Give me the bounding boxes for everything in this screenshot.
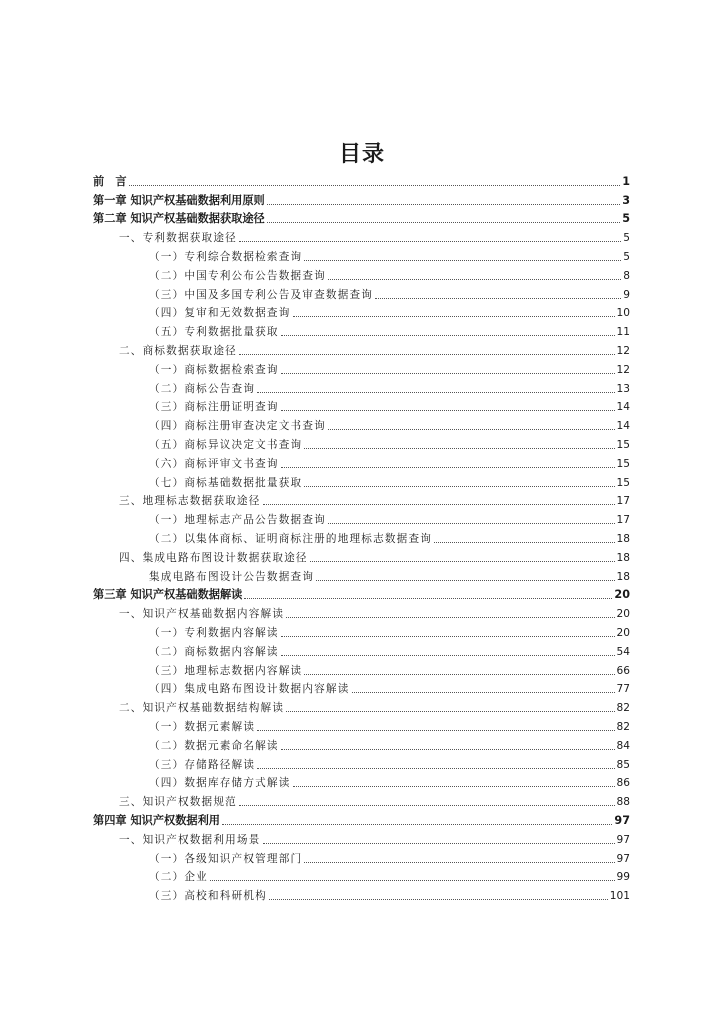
toc-page-number: 15 [616,438,630,451]
toc-page-number: 18 [616,532,630,545]
dot-leader [286,710,614,712]
toc-entry[interactable] [119,490,630,509]
toc-page-number: 97 [616,852,630,865]
dot-leader [286,616,614,618]
toc-entry[interactable] [149,358,630,377]
dot-leader [267,203,620,205]
toc-entry[interactable] [119,226,630,245]
toc-entry-title: （一）各级知识产权管理部门 [149,852,303,865]
toc-entry-title: （四）集成电路布图设计数据内容解读 [149,683,350,696]
dot-leader [304,259,621,261]
toc-entry[interactable] [93,584,630,603]
dot-leader [239,240,621,242]
toc-page-number: 8 [623,269,630,282]
toc-entry-title: （六）商标评审文书查询 [149,457,279,470]
toc-page-number: 20 [614,588,630,602]
toc-entry-title: （二）商标公告查询 [149,382,256,395]
toc-entry[interactable] [149,264,630,283]
toc-entry-title: （一）地理标志产品公告数据查询 [149,514,326,527]
dot-leader [281,654,615,656]
toc-page-number: 97 [616,833,630,846]
dot-leader [269,898,608,900]
dot-leader [310,560,615,562]
toc-entry[interactable] [149,866,630,885]
toc-page-number: 82 [616,702,630,715]
toc-page-number: 18 [616,551,630,564]
dot-leader [239,804,615,806]
dot-leader [129,184,621,186]
toc-entry-title: （三）高校和科研机构 [149,890,267,903]
dot-leader [222,823,612,825]
toc-entry-title: 二、知识产权基础数据结构解读 [119,702,285,715]
toc-page-number: 101 [609,890,630,903]
toc-entry-title: （五）专利数据批量获取 [149,326,279,339]
toc-page-number: 12 [616,344,630,357]
dot-leader [244,597,612,599]
dot-leader [304,447,614,449]
toc-page-number: 20 [616,608,630,621]
toc-page-number: 5 [623,250,630,263]
toc-entry[interactable] [149,715,630,734]
toc-entry[interactable] [149,640,630,659]
toc-entry-title: （三）地理标志数据内容解读 [149,664,303,677]
toc-entry-title: （二）商标数据内容解读 [149,645,279,658]
toc-page-number: 14 [616,401,630,414]
toc-entry[interactable] [149,734,630,753]
toc-entry-title: 一、专利数据获取途径 [119,232,237,245]
toc-entry-title: （一）数据元素解读 [149,720,256,733]
dot-leader [210,879,615,881]
toc-entry[interactable] [93,208,630,227]
toc-entry[interactable] [119,339,630,358]
toc-entry[interactable] [149,621,630,640]
toc-entry[interactable] [119,696,630,715]
toc-page-number: 12 [616,363,630,376]
toc-page-number: 10 [616,307,630,320]
toc-entry-title: 一、知识产权基础数据内容解读 [119,608,285,621]
dot-leader [257,391,614,393]
toc-page-number: 17 [616,495,630,508]
toc-entry-title: 三、知识产权数据规范 [119,796,237,809]
dot-leader [304,861,614,863]
toc-page-number: 85 [616,758,630,771]
dot-leader [281,748,615,750]
toc-entry-title: （四）数据库存储方式解读 [149,777,291,790]
toc-page-number: 9 [623,288,630,301]
toc-page-number: 11 [616,326,630,339]
toc-entry[interactable] [149,320,630,339]
dot-leader [304,673,614,675]
toc-page-number: 66 [616,664,630,677]
dot-leader [434,541,614,543]
toc-entry-title: （二）中国专利公布公告数据查询 [149,269,326,282]
toc-entry-title: （二）数据元素命名解读 [149,739,279,752]
toc-entry[interactable] [119,602,630,621]
toc-entry-title: 第四章 知识产权数据利用 [93,813,220,827]
dot-leader [293,785,615,787]
toc-page-number: 1 [622,174,630,188]
toc-entry-title: 集成电路布图设计公告数据查询 [149,570,315,583]
toc-entry[interactable] [149,396,630,415]
dot-leader [281,372,615,374]
toc-entry[interactable] [149,659,630,678]
dot-leader [281,334,615,336]
toc-entry-title: （三）中国及多国专利公告及审查数据查询 [149,288,374,301]
dot-leader [293,315,615,317]
toc-entry[interactable] [149,678,630,697]
toc-page-number: 97 [614,813,630,827]
toc-entry-title: （一）商标数据检索查询 [149,363,279,376]
dot-leader [281,635,615,637]
toc-page-number: 54 [616,645,630,658]
toc-entry[interactable] [119,790,630,809]
toc-entry[interactable] [149,452,630,471]
toc-entry-title: 二、商标数据获取途径 [119,344,237,357]
toc-entry-title: 三、地理标志数据获取途径 [119,495,261,508]
page-title: 目录 [338,142,385,167]
toc-entry[interactable] [149,433,630,452]
toc-entry[interactable] [149,847,630,866]
toc-entry-title: （三）商标注册证明查询 [149,401,279,414]
toc-page-number: 88 [616,796,630,809]
toc-entry[interactable] [149,884,630,903]
dot-leader [281,409,615,411]
dot-leader [257,729,614,731]
toc-entry[interactable] [93,189,630,208]
toc-page-number: 84 [616,739,630,752]
dot-leader [257,767,614,769]
toc-entry-title: （四）复审和无效数据查询 [149,307,291,320]
toc-entry[interactable] [149,565,630,584]
toc-entry-title: （二）以集体商标、证明商标注册的地理标志数据查询 [149,532,433,545]
toc-entry[interactable] [119,828,630,847]
toc-entry-title: （五）商标异议决定文书查询 [149,438,303,451]
toc-page-number: 3 [622,193,630,207]
dot-leader [352,691,615,693]
toc-page-number: 15 [616,476,630,489]
toc-entry[interactable] [149,527,630,546]
dot-leader [328,522,615,524]
toc-entry-title: 第三章 知识产权基础数据解读 [93,588,243,602]
toc-page-number: 82 [616,720,630,733]
dot-leader [267,221,620,223]
dot-leader [328,278,621,280]
toc-entry-title: （一）专利综合数据检索查询 [149,250,303,263]
toc-entry-title: （二）企业 [149,871,208,884]
toc-entry[interactable] [149,753,630,772]
toc-page-number: 17 [616,514,630,527]
dot-leader [375,297,621,299]
dot-leader [304,485,614,487]
toc-entry[interactable] [149,471,630,490]
toc-entry[interactable] [93,809,630,828]
toc-entry-title: （七）商标基础数据批量获取 [149,476,303,489]
toc-page-number: 5 [622,212,630,226]
toc-entry-title: 前 言 [93,174,127,188]
dot-leader [281,466,615,468]
toc-entry-title: （三）存储路径解读 [149,758,256,771]
toc-page-number: 13 [616,382,630,395]
toc-entry[interactable] [149,772,630,791]
toc-entry-title: 一、知识产权数据利用场景 [119,833,261,846]
dot-leader [328,428,615,430]
toc-entry[interactable] [119,546,630,565]
toc-page-number: 86 [616,777,630,790]
toc-entry-title: （一）专利数据内容解读 [149,626,279,639]
toc-entry[interactable] [149,245,630,264]
toc-page-number: 99 [616,871,630,884]
dot-leader [263,842,615,844]
dot-leader [263,503,615,505]
toc-entry[interactable] [149,414,630,433]
toc-entry-title: （四）商标注册审查决定文书查询 [149,420,326,433]
toc-entry-title: 四、集成电路布图设计数据获取途径 [119,551,308,564]
toc-page-number: 15 [616,457,630,470]
toc-page-number: 20 [616,626,630,639]
toc-entry[interactable] [149,377,630,396]
toc-entry[interactable] [149,508,630,527]
toc-page-number: 5 [623,232,630,245]
toc-page-number: 77 [616,683,630,696]
dot-leader [239,353,615,355]
toc-page-number: 18 [616,570,630,583]
toc-entry-title: 第二章 知识产权基础数据获取途径 [93,212,265,226]
dot-leader [316,579,614,581]
toc-entry[interactable] [93,170,630,189]
toc-entry-title: 第一章 知识产权基础数据利用原则 [93,193,265,207]
toc-entry[interactable] [149,283,630,302]
toc-entry[interactable] [149,302,630,321]
toc-page-number: 14 [616,420,630,433]
